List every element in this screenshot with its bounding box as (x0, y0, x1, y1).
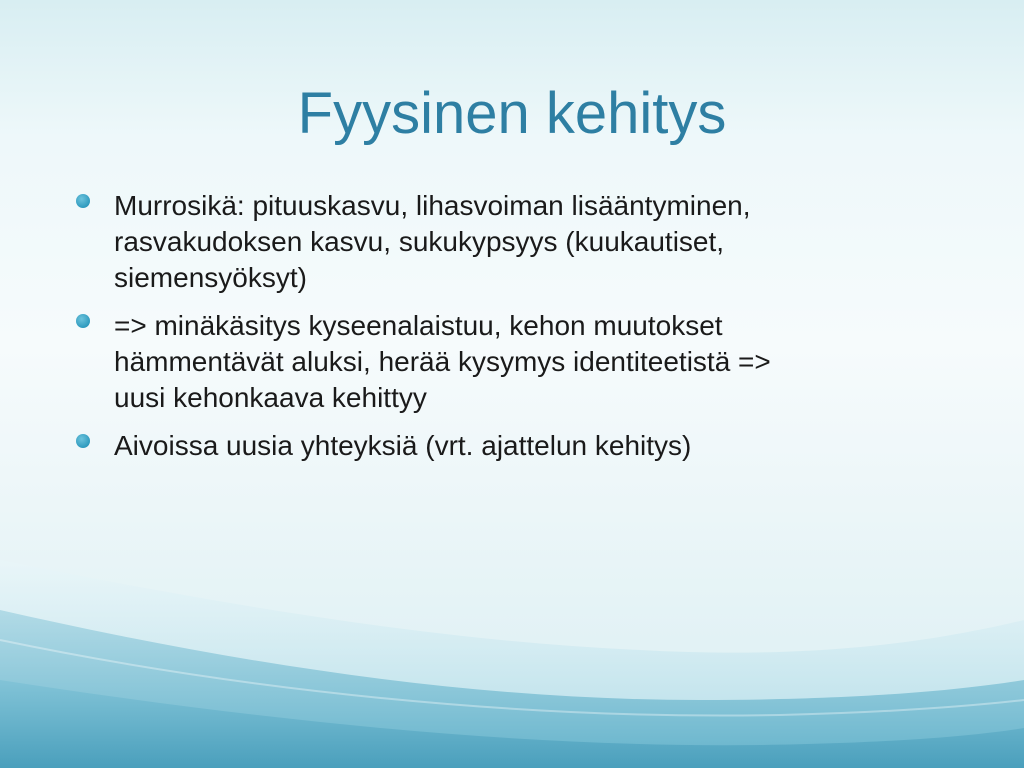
slide-title: Fyysinen kehitys (297, 81, 727, 146)
bullet-line: uusi kehonkaava kehittyy (114, 382, 427, 413)
bullet-item (76, 428, 946, 464)
bullet-line: rasvakudoksen kasvu, sukukypsyys (kuukautiset, (114, 226, 725, 257)
bullet-dot-icon (76, 194, 90, 208)
bullet-line: Aivoissa uusia yhteyksiä (vrt. ajattelun kehitys) (114, 430, 692, 461)
bullet-line: Murrosikä: pituuskasvu, lihasvoiman lisääntyminen, (114, 190, 751, 221)
bullet-line: siemensyöksyt) (114, 262, 307, 293)
bullet-line: hämmentävät aluksi, herää kysymys identiteetistä => (114, 346, 771, 377)
bullet-list (76, 188, 946, 476)
bullet-item (76, 308, 946, 416)
bullet-item (76, 188, 946, 296)
bullet-dot-icon (76, 314, 90, 328)
bullet-dot-icon (76, 434, 90, 448)
bullet-line: => minäkäsitys kyseenalaistuu, kehon muutokset (114, 310, 723, 341)
